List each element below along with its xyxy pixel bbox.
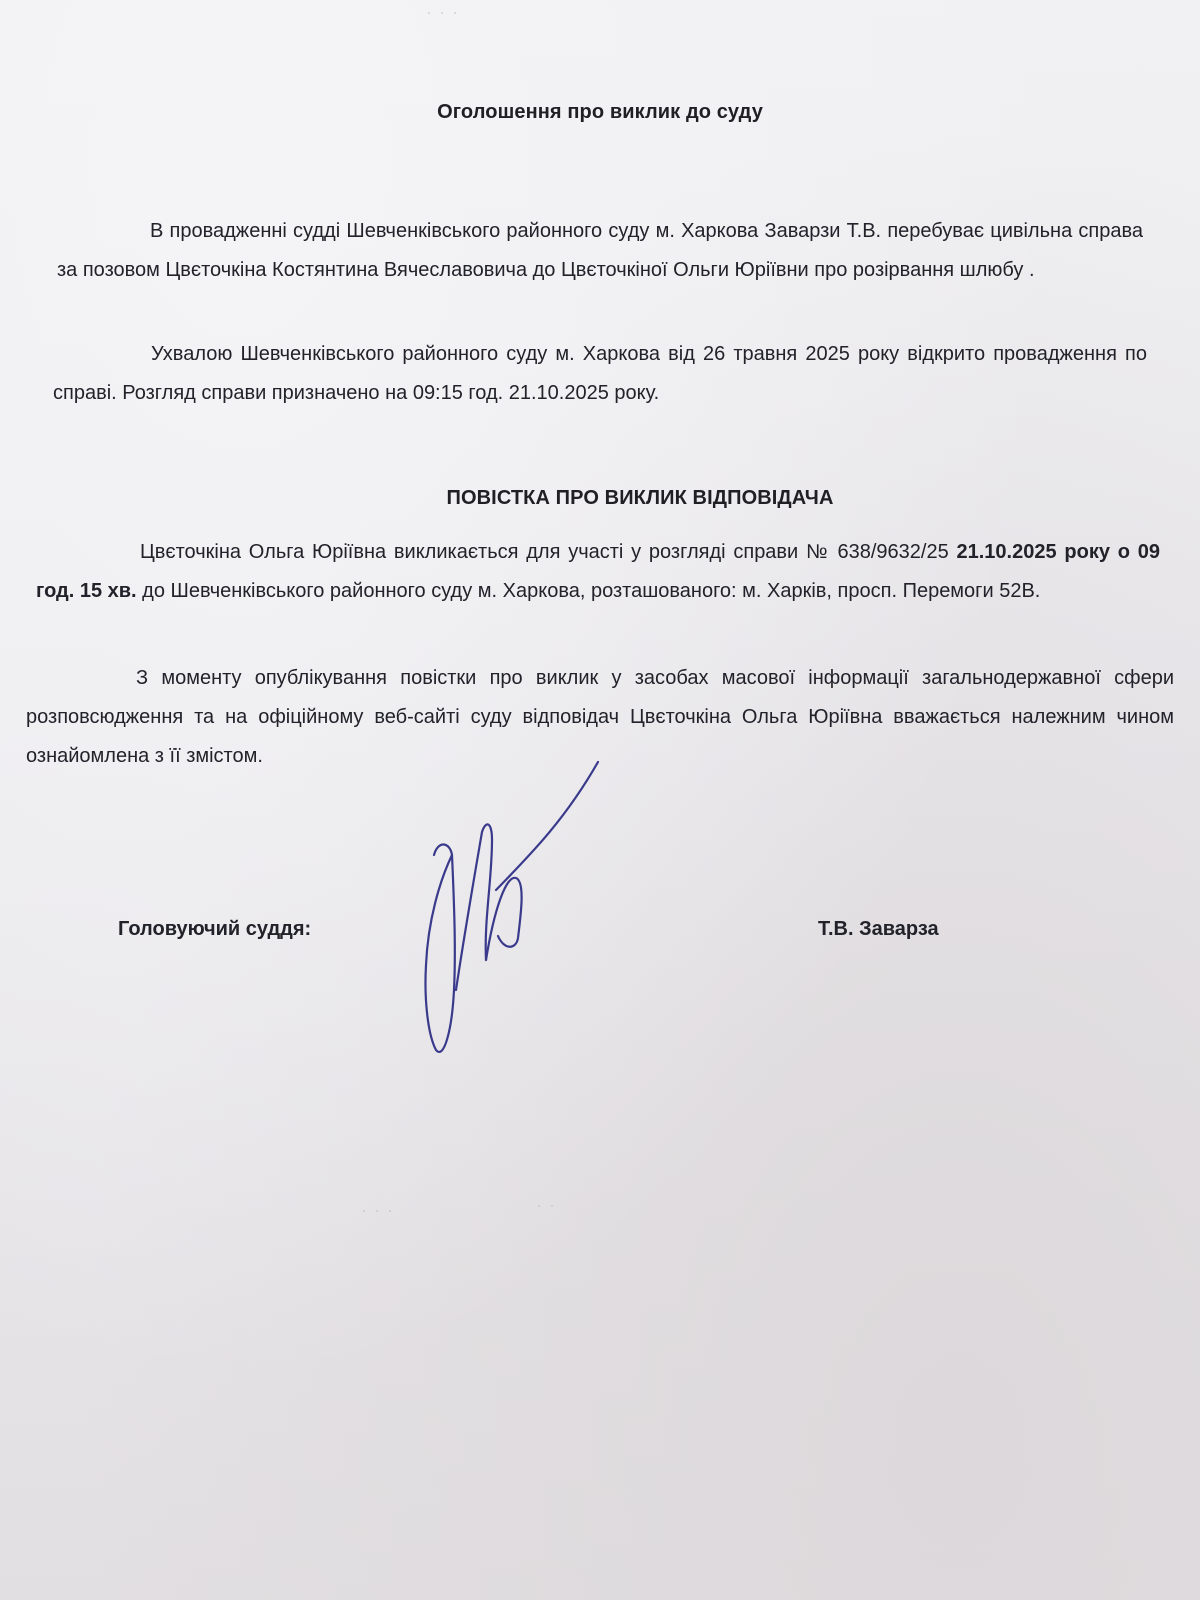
announcement-title: Оголошення про виклик до суду (437, 101, 763, 123)
summons-hearing-datetime: 21.10.2025 року о 09 год. 15 хв. (36, 541, 1160, 602)
bleed-through-mark: · · · (425, 2, 458, 22)
announcement-paragraph-hearing: Ухвалою Шевченківського районного суду м. Харкова від 26 травня 2025 року відкрито провадження по справі. Розгляд справи призначено на 09:15 год. 21.10.2025 року. (53, 343, 1147, 404)
presiding-judge-label: Головуючий суддя: (118, 918, 312, 940)
bleed-through-mark: · · (535, 1195, 555, 1215)
summons-title: ПОВІСТКА ПРО ВИКЛИК ВІДПОВІДАЧА (446, 487, 834, 509)
bleed-through-mark: · · · (360, 1200, 393, 1220)
announcement-paragraph-case: В провадженні судді Шевченківського районного суду м. Харкова Заварзи Т.В. перебуває цивільна справа за позовом Цвєточкіна Костянтина Вячеславовича до Цвєточкіної Ольги Юріївни про розірвання шлюбу . (57, 220, 1143, 281)
summons-text-start: Цвєточкіна Ольга Юріївна викликається для участі у розгляді справи № 638/9632/25 (140, 541, 957, 563)
signature-icon (400, 760, 640, 1060)
judge-name: Т.В. Заварза (818, 918, 939, 940)
summons-paragraph-defendant (36, 533, 1160, 611)
summons-text-end: до Шевченківського районного суду м. Харкова, розташованого: м. Харків, просп. Перемоги 52В. (136, 580, 1041, 602)
summons-paragraph-notice: З моменту опублікування повістки про виклик у засобах масової інформації загальнодержавної сфери розповсюдження та на офіційному веб-сайті суду відповідач Цвєточкіна Ольга Юріївна вважається належним чином ознайомлена з її змістом. (26, 667, 1174, 767)
